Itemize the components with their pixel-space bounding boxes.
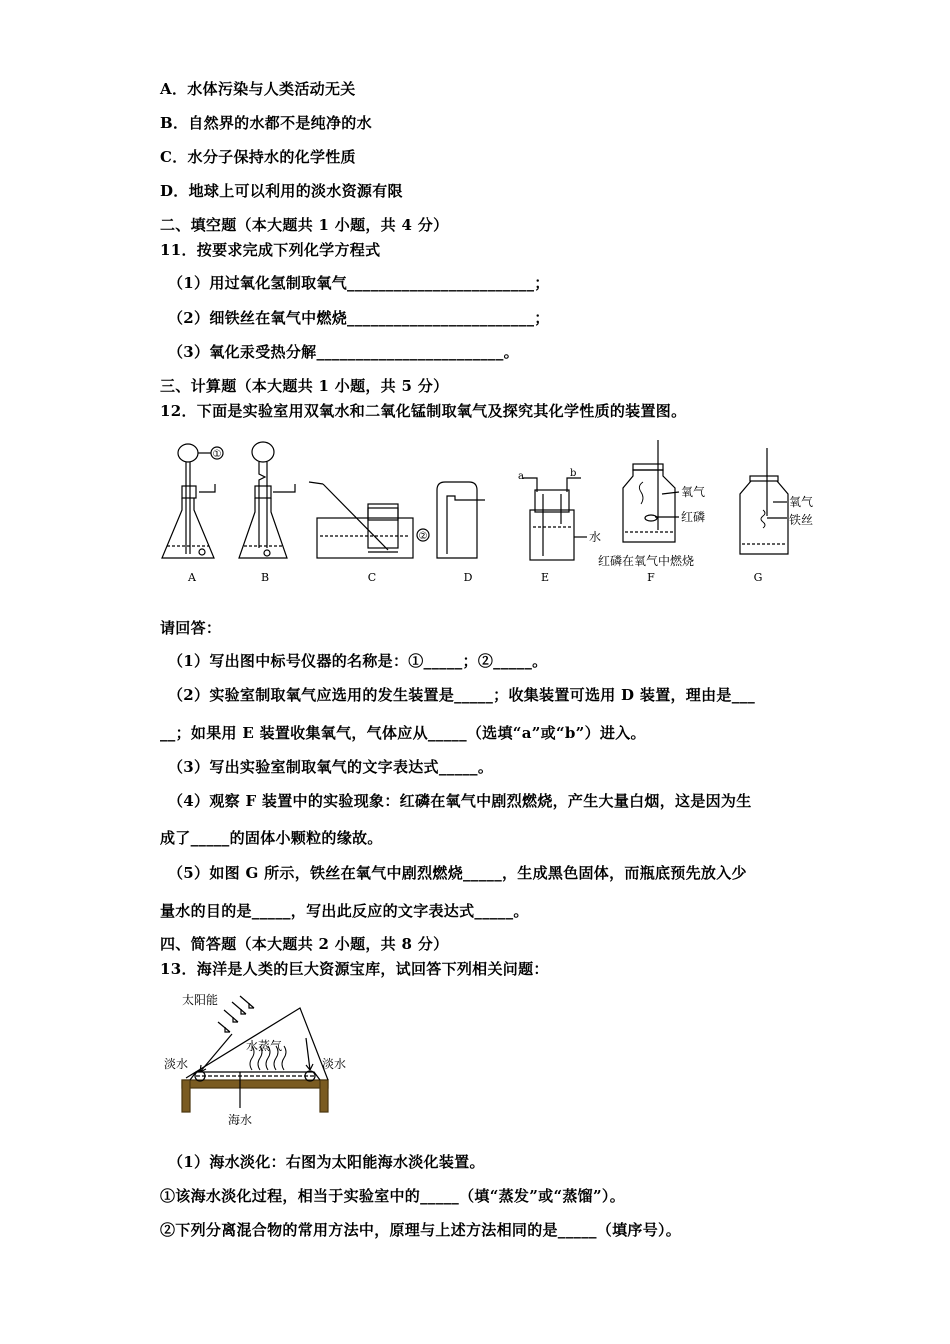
label-g: G xyxy=(753,571,763,584)
q11-part2: （2）细铁丝在氧气中燃烧________________________； xyxy=(168,309,550,327)
water-label-e: 水 xyxy=(589,530,602,544)
q13-part1b: ②下列分离混合物的常用方法中，原理与上述方法相同的是_____（填序号）。 xyxy=(160,1221,682,1239)
q13-stem: 13．海洋是人类的巨大资源宝库，试回答下列相关问题： xyxy=(160,960,549,978)
section4-heading: 四、简答题（本大题共 2 小题，共 8 分） xyxy=(160,935,449,953)
red-phosphorus-label: 红磷 xyxy=(681,510,706,524)
option-c: C．水分子保持水的化学性质 xyxy=(160,148,356,166)
oxygen-label-g: 氧气 xyxy=(789,495,814,509)
option-a: A．水体污染与人类活动无关 xyxy=(160,80,356,98)
label-b: B xyxy=(260,571,270,584)
option-b: B．自然界的水都不是纯净的水 xyxy=(160,114,372,132)
label-f: F xyxy=(647,571,655,584)
q12-stem: 12．下面是实验室用双氧水和二氧化锰制取氧气及探究其化学性质的装置图。 xyxy=(160,402,687,420)
marker-2: ② xyxy=(418,531,428,542)
section2-heading: 二、填空题（本大题共 1 小题，共 4 分） xyxy=(160,216,449,234)
fresh-water-right-label: 淡水 xyxy=(322,1057,347,1071)
section3-heading: 三、计算题（本大题共 1 小题，共 5 分） xyxy=(160,377,449,395)
q12-part5-line2: 量水的目的是_____，写出此反应的文字表达式_____。 xyxy=(160,902,529,920)
apparatus-d xyxy=(437,482,485,558)
label-d: D xyxy=(463,571,473,584)
q13-part1: （1）海水淡化：右图为太阳能海水淡化装置。 xyxy=(168,1153,485,1171)
caption-f: 红磷在氧气中燃烧 xyxy=(598,554,695,568)
q12-part5-line1: （5）如图 G 所示，铁丝在氧气中剧烈燃烧_____，生成黑色固体，而瓶底预先放入少 xyxy=(168,864,747,882)
sea-water-label: 海水 xyxy=(228,1113,253,1127)
port-a: a xyxy=(518,471,524,482)
option-d: D．地球上可以利用的淡水资源有限 xyxy=(160,182,403,200)
fresh-water-left-label: 淡水 xyxy=(164,1057,189,1071)
apparatus-f xyxy=(623,440,679,542)
apparatus-a xyxy=(162,444,223,558)
q12-part2-line2: __；如果用 E 装置收集氧气，气体应从_____（选填“a”或“b”）进入。 xyxy=(160,724,646,742)
label-e: E xyxy=(540,571,550,584)
q12-prompt: 请回答： xyxy=(160,619,222,637)
oxygen-label-f: 氧气 xyxy=(681,485,706,499)
q12-part4-line2: 成了_____的固体小颗粒的缘故。 xyxy=(160,829,383,847)
q13-part1a: ①该海水淡化过程，相当于实验室中的_____（填“蒸发”或“蒸馏”）。 xyxy=(160,1187,626,1205)
q11-stem: 11．按要求完成下列化学方程式 xyxy=(160,241,381,259)
q12-part3: （3）写出实验室制取氧气的文字表达式_____。 xyxy=(168,758,494,776)
marker-1: ① xyxy=(212,449,222,460)
q12-part2-line1: （2）实验室制取氧气应选用的发生装置是_____；收集装置可选用 D 装置，理由是___ xyxy=(168,686,756,704)
apparatus-c xyxy=(309,482,429,558)
q11-part3: （3）氧化汞受热分解________________________。 xyxy=(168,343,519,361)
q12-part1: （1）写出图中标号仪器的名称是：①_____；②_____。 xyxy=(168,652,548,670)
q11-part1: （1）用过氧化氢制取氧气________________________； xyxy=(168,274,550,292)
solar-desalination-figure xyxy=(160,986,370,1134)
iron-wire-label: 铁丝 xyxy=(789,513,814,527)
label-c: C xyxy=(367,571,377,584)
vapor-label: 水蒸气 xyxy=(246,1039,283,1053)
apparatus-g xyxy=(740,448,788,554)
q12-part4-line1: （4）观察 F 装置中的实验现象：红磷在氧气中剧烈燃烧，产生大量白烟，这是因为生 xyxy=(168,792,752,810)
apparatus-b xyxy=(239,442,295,558)
apparatus-e xyxy=(523,478,587,560)
label-a: A xyxy=(188,571,196,584)
apparatus-figure xyxy=(155,432,845,592)
port-b: b xyxy=(570,468,577,479)
sun-label: 太阳能 xyxy=(182,993,219,1007)
